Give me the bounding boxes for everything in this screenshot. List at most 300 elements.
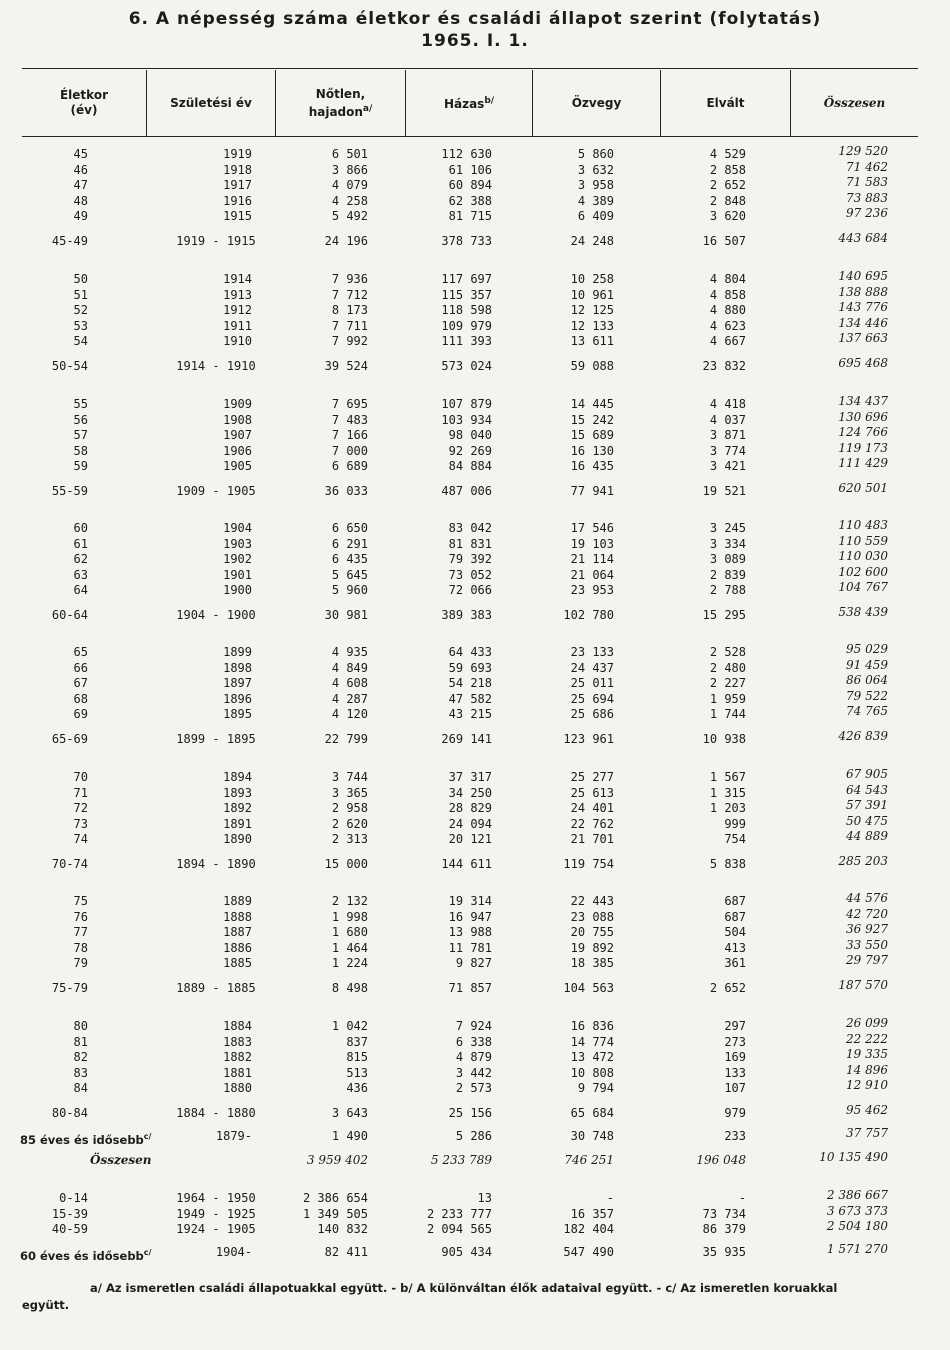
table-row-age: 51	[73, 288, 88, 302]
table-row-single: 1 464	[331, 941, 368, 955]
subtotal-row-married: 389 383	[441, 608, 492, 622]
table-row-birth-year: 1917	[223, 178, 252, 192]
table-row-age: 61	[73, 537, 88, 551]
broad-row-age: 40-59	[51, 1222, 88, 1236]
table-row-total: 110 030	[838, 549, 888, 563]
broad-row-divorced: 86 379	[702, 1222, 746, 1236]
table-row-birth-year: 1909	[223, 397, 252, 411]
table-row-single: 2 620	[331, 817, 368, 831]
table-row-divorced: 107	[724, 1081, 746, 1095]
subtotal-row-total: 426 839	[838, 729, 888, 743]
subtotal-row-widowed: 119 754	[563, 857, 614, 871]
subtotal-row-birth-year: 1909 - 1905	[176, 484, 256, 498]
table-row-birth-year: 1902	[223, 552, 252, 566]
subtotal-row-married: 487 006	[441, 484, 492, 498]
broad-row-married: 13	[477, 1191, 492, 1205]
table-row-married: 59 693	[448, 661, 492, 675]
table-row-age: 70	[73, 770, 88, 784]
table-row-widowed: 16 130	[570, 444, 614, 458]
title-line-2: 1965. I. 1.	[421, 31, 529, 51]
table-row-total: 130 696	[838, 410, 888, 424]
subtotal-row-divorced: 979	[724, 1106, 746, 1120]
table-row-married: 24 094	[448, 817, 492, 831]
broad-row-age: 15-39	[51, 1207, 88, 1221]
table-row-age: 66	[73, 661, 88, 675]
table-row-total: 104 767	[838, 580, 888, 594]
table-row-total: 12 910	[846, 1078, 888, 1092]
subtotal-row-widowed: 123 961	[563, 732, 614, 746]
subtotal-row-divorced: 16 507	[702, 234, 746, 248]
footnote	[22, 1280, 922, 1314]
older-row-birth-year: 1879-	[215, 1129, 252, 1143]
table-row-birth-year: 1897	[223, 676, 252, 690]
table-row-single: 1 998	[331, 910, 368, 924]
table-row-birth-year: 1890	[223, 832, 252, 846]
table-row-age: 80	[73, 1019, 88, 1033]
table-row-married: 6 338	[455, 1035, 492, 1049]
subtotal-row-single: 36 033	[324, 484, 368, 498]
table-row-age: 60	[73, 521, 88, 535]
broad-row-total: 2 386 667	[826, 1188, 888, 1202]
header-age-unit: (év)	[70, 103, 98, 117]
table-row-birth-year: 1906	[223, 444, 252, 458]
broad-row-age: 0-14	[59, 1191, 88, 1205]
table-row-age: 83	[73, 1066, 88, 1080]
table-row-widowed: 23 088	[570, 910, 614, 924]
subtotal-row-age: 70-74	[51, 857, 88, 871]
older-row-married: 5 286	[455, 1129, 492, 1143]
table-row-single: 513	[346, 1066, 368, 1080]
table-row-widowed: 25 011	[570, 676, 614, 690]
broad-row-divorced: -	[738, 1191, 746, 1205]
broad-row-birth-year: 1964 - 1950	[176, 1191, 256, 1205]
table-row-total: 111 429	[838, 456, 888, 470]
table-row-total: 110 483	[838, 518, 888, 532]
table-row-total: 22 222	[846, 1032, 888, 1046]
table-row-married: 81 831	[448, 537, 492, 551]
table-row-single: 6 291	[331, 537, 368, 551]
header-widowed	[533, 72, 660, 134]
table-row-age: 59	[73, 459, 88, 473]
grand-total-total: 10 135 490	[819, 1150, 888, 1164]
table-row-birth-year: 1900	[223, 583, 252, 597]
table-row-widowed: 23 953	[570, 583, 614, 597]
table-row-single: 4 287	[331, 692, 368, 706]
table-row-divorced: 361	[724, 956, 746, 970]
table-row-single: 4 120	[331, 707, 368, 721]
subtotal-row-married: 71 857	[448, 981, 492, 995]
table-row-birth-year: 1891	[223, 817, 252, 831]
table-row-single: 5 960	[331, 583, 368, 597]
table-row-birth-year: 1894	[223, 770, 252, 784]
table-row-divorced: 2 227	[709, 676, 746, 690]
footnote-marker: c/	[143, 1248, 152, 1257]
table-row-birth-year: 1905	[223, 459, 252, 473]
grand-total-widowed: 746 251	[564, 1153, 614, 1167]
table-row-age: 62	[73, 552, 88, 566]
table-row-total: 140 695	[838, 269, 888, 283]
table-row-total: 67 905	[846, 767, 888, 781]
table-row-total: 42 720	[846, 907, 888, 921]
table-row-birth-year: 1880	[223, 1081, 252, 1095]
broad-row-married: 2 094 565	[426, 1222, 492, 1236]
table-row-married: 13 988	[448, 925, 492, 939]
table-row-birth-year: 1919	[223, 147, 252, 161]
table-row-widowed: 25 686	[570, 707, 614, 721]
table-row-married: 79 392	[448, 552, 492, 566]
table-row-divorced: 2 848	[709, 194, 746, 208]
table-row-married: 117 697	[441, 272, 492, 286]
subtotal-row-total: 187 570	[838, 978, 888, 992]
table-row-single: 815	[346, 1050, 368, 1064]
header-age	[22, 72, 146, 134]
table-row-married: 72 066	[448, 583, 492, 597]
broad-row-widowed: 182 404	[563, 1222, 614, 1236]
broad-row-single: 2 386 654	[302, 1191, 368, 1205]
subtotal-row-age: 80-84	[51, 1106, 88, 1120]
table-row-divorced: 273	[724, 1035, 746, 1049]
table-row-divorced: 687	[724, 910, 746, 924]
table-row-widowed: 25 694	[570, 692, 614, 706]
header-bottom-rule	[22, 136, 918, 137]
table-row-divorced: 4 037	[709, 413, 746, 427]
table-row-married: 43 215	[448, 707, 492, 721]
table-row-age: 84	[73, 1081, 88, 1095]
subtotal-row-widowed: 59 088	[570, 359, 614, 373]
table-row-birth-year: 1895	[223, 707, 252, 721]
table-row-age: 67	[73, 676, 88, 690]
table-row-total: 73 883	[846, 191, 888, 205]
table-row-total: 50 475	[846, 814, 888, 828]
broad-row-single: 1 349 505	[302, 1207, 368, 1221]
sixty-plus-row-divorced: 35 935	[702, 1245, 746, 1259]
subtotal-row-birth-year: 1914 - 1910	[176, 359, 256, 373]
table-row-single: 1 224	[331, 956, 368, 970]
table-row-divorced: 3 774	[709, 444, 746, 458]
table-row-divorced: 1 203	[709, 801, 746, 815]
table-row-total: 26 099	[846, 1016, 888, 1030]
subtotal-row-age: 65-69	[51, 732, 88, 746]
subtotal-row-widowed: 102 780	[563, 608, 614, 622]
footnote-line-2: együtt.	[22, 1298, 70, 1312]
table-row-married: 4 879	[455, 1050, 492, 1064]
table-row-single: 4 258	[331, 194, 368, 208]
table-row-age: 77	[73, 925, 88, 939]
footnote-marker: a/	[362, 103, 373, 114]
subtotal-row-divorced: 5 838	[709, 857, 746, 871]
table-row-birth-year: 1914	[223, 272, 252, 286]
table-row-age: 82	[73, 1050, 88, 1064]
table-row-total: 134 437	[838, 394, 888, 408]
grand-total-divorced: 196 048	[696, 1153, 746, 1167]
header-single	[276, 72, 405, 134]
table-row-widowed: 20 755	[570, 925, 614, 939]
table-row-widowed: 24 437	[570, 661, 614, 675]
table-row-total: 71 462	[846, 160, 888, 174]
table-row-total: 19 335	[846, 1047, 888, 1061]
table-row-birth-year: 1903	[223, 537, 252, 551]
table-row-birth-year: 1904	[223, 521, 252, 535]
table-row-married: 7 924	[455, 1019, 492, 1033]
table-row-birth-year: 1899	[223, 645, 252, 659]
subtotal-row-single: 30 981	[324, 608, 368, 622]
table-row-single: 7 166	[331, 428, 368, 442]
table-row-single: 2 132	[331, 894, 368, 908]
table-row-single: 837	[346, 1035, 368, 1049]
table-row-widowed: 5 860	[577, 147, 614, 161]
table-row-age: 55	[73, 397, 88, 411]
table-row-divorced: 3 334	[709, 537, 746, 551]
table-row-divorced: 754	[724, 832, 746, 846]
table-row-widowed: 3 632	[577, 163, 614, 177]
table-row-single: 6 501	[331, 147, 368, 161]
header-age-label: Életkor	[59, 88, 108, 102]
header-total-label: Összesen	[823, 95, 886, 110]
header-married	[406, 72, 532, 134]
table-row-age: 63	[73, 568, 88, 582]
subtotal-row-total: 620 501	[838, 481, 888, 495]
table-row-single: 8 173	[331, 303, 368, 317]
sixty-plus-row-age-label: 60 éves és idősebb	[20, 1248, 144, 1263]
table-row-married: 9 827	[455, 956, 492, 970]
table-row-divorced: 2 528	[709, 645, 746, 659]
table-row-total: 14 896	[846, 1063, 888, 1077]
sixty-plus-row-age	[20, 1245, 160, 1263]
table-row-married: 54 218	[448, 676, 492, 690]
subtotal-row-birth-year: 1889 - 1885	[176, 981, 256, 995]
table-row-total: 36 927	[846, 922, 888, 936]
table-row-age: 73	[73, 817, 88, 831]
broad-row-birth-year: 1949 - 1925	[176, 1207, 256, 1221]
table-row-divorced: 3 089	[709, 552, 746, 566]
table-row-age: 78	[73, 941, 88, 955]
subtotal-row-married: 378 733	[441, 234, 492, 248]
table-row-total: 79 522	[846, 689, 888, 703]
table-row-single: 6 689	[331, 459, 368, 473]
table-row-total: 124 766	[838, 425, 888, 439]
older-row-age-label: 85 éves és idősebb	[20, 1132, 144, 1147]
table-row-birth-year: 1883	[223, 1035, 252, 1049]
table-row-married: 109 979	[441, 319, 492, 333]
table-row-widowed: 22 443	[570, 894, 614, 908]
subtotal-row-married: 25 156	[448, 1106, 492, 1120]
table-row-birth-year: 1915	[223, 209, 252, 223]
broad-row-single: 140 832	[317, 1222, 368, 1236]
footnote-line-1: a/ Az ismeretlen családi állapotuakkal együtt. - b/ A különváltan élők adataival együtt. - c/ Az ismeretlen koruakkal	[90, 1281, 838, 1295]
table-row-total: 91 459	[846, 658, 888, 672]
subtotal-row-divorced: 10 938	[702, 732, 746, 746]
table-row-birth-year: 1898	[223, 661, 252, 675]
table-row-birth-year: 1918	[223, 163, 252, 177]
table-row-total: 137 663	[838, 331, 888, 345]
table-row-widowed: 3 958	[577, 178, 614, 192]
header-total	[791, 72, 918, 134]
table-row-divorced: 1 744	[709, 707, 746, 721]
table-row-single: 2 958	[331, 801, 368, 815]
table-row-age: 48	[73, 194, 88, 208]
table-row-married: 73 052	[448, 568, 492, 582]
table-row-total: 97 236	[846, 206, 888, 220]
older-row-divorced: 233	[724, 1129, 746, 1143]
table-row-total: 86 064	[846, 673, 888, 687]
table-row-total: 44 576	[846, 891, 888, 905]
table-row-total: 71 583	[846, 175, 888, 189]
table-row-widowed: 4 389	[577, 194, 614, 208]
header-birth-year-label: Születési év	[170, 95, 252, 110]
table-row-widowed: 15 689	[570, 428, 614, 442]
table-row-birth-year: 1892	[223, 801, 252, 815]
table-row-married: 47 582	[448, 692, 492, 706]
table-row-divorced: 1 567	[709, 770, 746, 784]
table-row-single: 7 936	[331, 272, 368, 286]
table-row-divorced: 3 871	[709, 428, 746, 442]
table-row-married: 3 442	[455, 1066, 492, 1080]
table-row-birth-year: 1916	[223, 194, 252, 208]
table-row-widowed: 12 125	[570, 303, 614, 317]
table-row-divorced: 2 480	[709, 661, 746, 675]
table-row-married: 83 042	[448, 521, 492, 535]
table-row-single: 4 849	[331, 661, 368, 675]
table-row-total: 33 550	[846, 938, 888, 952]
table-row-single: 1 680	[331, 925, 368, 939]
subtotal-row-total: 538 439	[838, 605, 888, 619]
table-row-married: 64 433	[448, 645, 492, 659]
table-row-total: 57 391	[846, 798, 888, 812]
header-birth-year	[147, 72, 275, 134]
table-row-divorced: 2 839	[709, 568, 746, 582]
table-row-age: 81	[73, 1035, 88, 1049]
table-row-birth-year: 1881	[223, 1066, 252, 1080]
subtotal-row-divorced: 2 652	[709, 981, 746, 995]
grand-total-married: 5 233 789	[430, 1153, 492, 1167]
table-row-single: 7 000	[331, 444, 368, 458]
table-row-total: 138 888	[838, 285, 888, 299]
broad-row-divorced: 73 734	[702, 1207, 746, 1221]
table-row-divorced: 3 620	[709, 209, 746, 223]
table-row-single: 6 650	[331, 521, 368, 535]
table-row-widowed: 23 133	[570, 645, 614, 659]
table-row-single: 3 866	[331, 163, 368, 177]
table-row-widowed: 19 103	[570, 537, 614, 551]
header-married-label: Házas	[443, 97, 485, 111]
table-row-birth-year: 1885	[223, 956, 252, 970]
subtotal-row-widowed: 24 248	[570, 234, 614, 248]
table-row-married: 115 357	[441, 288, 492, 302]
table-row-divorced: 999	[724, 817, 746, 831]
table-row-divorced: 687	[724, 894, 746, 908]
table-row-total: 44 889	[846, 829, 888, 843]
table-row-widowed: 21 114	[570, 552, 614, 566]
table-row-married: 20 121	[448, 832, 492, 846]
table-row-single: 6 435	[331, 552, 368, 566]
table-row-divorced: 169	[724, 1050, 746, 1064]
table-row-widowed: 19 892	[570, 941, 614, 955]
subtotal-row-widowed: 77 941	[570, 484, 614, 498]
table-row-divorced: 1 315	[709, 786, 746, 800]
table-row-divorced: 413	[724, 941, 746, 955]
older-row-age	[20, 1129, 160, 1147]
subtotal-row-single: 39 524	[324, 359, 368, 373]
table-row-age: 57	[73, 428, 88, 442]
table-row-widowed: 10 258	[570, 272, 614, 286]
table-row-married: 16 947	[448, 910, 492, 924]
older-row-widowed: 30 748	[570, 1129, 614, 1143]
table-row-married: 62 388	[448, 194, 492, 208]
table-row-age: 69	[73, 707, 88, 721]
table-row-divorced: 2 788	[709, 583, 746, 597]
subtotal-row-divorced: 19 521	[702, 484, 746, 498]
table-row-total: 134 446	[838, 316, 888, 330]
table-row-total: 119 173	[838, 441, 888, 455]
broad-row-birth-year: 1924 - 1905	[176, 1222, 256, 1236]
table-row-divorced: 4 858	[709, 288, 746, 302]
table-row-widowed: 13 472	[570, 1050, 614, 1064]
sixty-plus-row-married: 905 434	[441, 1245, 492, 1259]
table-row-birth-year: 1911	[223, 319, 252, 333]
table-row-married: 37 317	[448, 770, 492, 784]
subtotal-row-widowed: 104 563	[563, 981, 614, 995]
older-row-single: 1 490	[331, 1129, 368, 1143]
table-row-age: 76	[73, 910, 88, 924]
table-row-divorced: 2 858	[709, 163, 746, 177]
table-row-single: 1 042	[331, 1019, 368, 1033]
table-row-total: 64 543	[846, 783, 888, 797]
subtotal-row-married: 269 141	[441, 732, 492, 746]
subtotal-row-total: 285 203	[838, 854, 888, 868]
subtotal-row-divorced: 15 295	[702, 608, 746, 622]
table-row-divorced: 4 623	[709, 319, 746, 333]
table-row-divorced: 4 418	[709, 397, 746, 411]
table-row-age: 50	[73, 272, 88, 286]
table-title	[0, 8, 950, 52]
title-line-1: 6. A népesség száma életkor és családi állapot szerint (folytatás)	[128, 9, 822, 29]
table-row-age: 56	[73, 413, 88, 427]
table-row-married: 118 598	[441, 303, 492, 317]
table-row-widowed: 25 277	[570, 770, 614, 784]
subtotal-row-birth-year: 1884 - 1880	[176, 1106, 256, 1120]
table-row-birth-year: 1886	[223, 941, 252, 955]
table-row-birth-year: 1908	[223, 413, 252, 427]
subtotal-row-single: 15 000	[324, 857, 368, 871]
table-row-divorced: 133	[724, 1066, 746, 1080]
table-row-birth-year: 1888	[223, 910, 252, 924]
table-row-divorced: 4 667	[709, 334, 746, 348]
table-row-widowed: 10 961	[570, 288, 614, 302]
table-row-widowed: 17 546	[570, 521, 614, 535]
subtotal-row-birth-year: 1899 - 1895	[176, 732, 256, 746]
subtotal-row-birth-year: 1904 - 1900	[176, 608, 256, 622]
subtotal-row-age: 60-64	[51, 608, 88, 622]
table-row-birth-year: 1882	[223, 1050, 252, 1064]
table-row-single: 5 492	[331, 209, 368, 223]
header-widowed-label: Özvegy	[571, 95, 622, 110]
table-row-widowed: 12 133	[570, 319, 614, 333]
table-row-married: 103 934	[441, 413, 492, 427]
table-row-age: 68	[73, 692, 88, 706]
table-row-single: 4 608	[331, 676, 368, 690]
broad-row-total: 2 504 180	[826, 1219, 888, 1233]
table-row-age: 53	[73, 319, 88, 333]
footnote-marker: b/	[484, 96, 495, 106]
table-row-birth-year: 1889	[223, 894, 252, 908]
subtotal-row-single: 3 643	[331, 1106, 368, 1120]
table-row-birth-year: 1887	[223, 925, 252, 939]
table-row-single: 3 365	[331, 786, 368, 800]
sixty-plus-row-widowed: 547 490	[563, 1245, 614, 1259]
table-row-widowed: 16 435	[570, 459, 614, 473]
table-row-age: 47	[73, 178, 88, 192]
table-row-divorced: 1 959	[709, 692, 746, 706]
